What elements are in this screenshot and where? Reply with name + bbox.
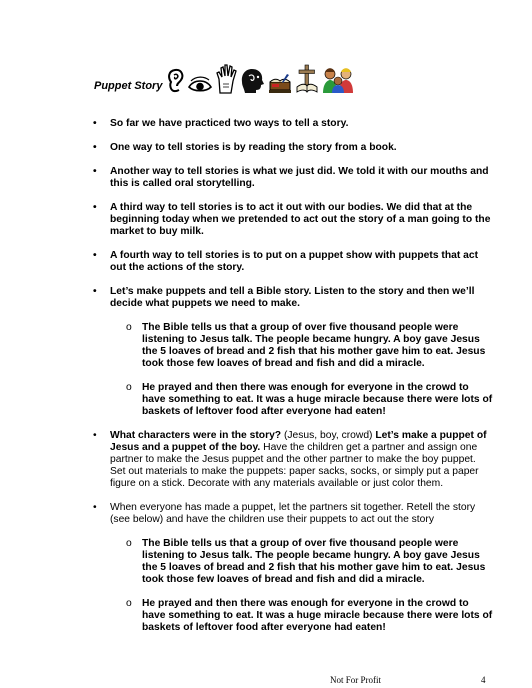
hand-icon: [215, 64, 237, 94]
instruction-text: Have the children get a partner and assign one partner to make the Jesus puppet and the other partner to make the boy puppet. Set out materials to make the puppets: paper sacks, socks, or simply put a paper figure on a stick. Decorate with any materials available or just color them.: [110, 442, 479, 489]
ear-icon: [165, 68, 185, 94]
list-item-text: Let’s make puppets and tell a Bible story. Listen to the story and then we’ll decide what puppets we need to make.: [110, 286, 475, 309]
section-title: Puppet Story: [94, 80, 163, 92]
bullet-marker: •: [93, 286, 97, 297]
list-item-text: One way to tell stories is by reading the story from a book.: [110, 142, 397, 153]
answer-text: (Jesus, boy, crowd): [281, 430, 376, 441]
story-item: [126, 598, 493, 634]
circle-marker: o: [126, 538, 132, 549]
children-icon: [321, 66, 355, 94]
list-item-text: So far we have practiced two ways to tell a story.: [110, 118, 349, 129]
eye-icon: [187, 76, 213, 94]
senses-icon-strip: [165, 64, 355, 94]
footer-note: Not For Profit: [330, 675, 382, 685]
circle-marker: o: [126, 598, 132, 609]
cross-bible-icon: [295, 64, 319, 94]
instruction-bold: Let’s make a puppet of Jesus and a puppet of the boy.: [110, 430, 487, 453]
list-item: [93, 286, 493, 310]
bullet-marker: •: [93, 166, 97, 177]
section-header: [94, 64, 355, 94]
story-text: He prayed and then there was enough for everyone in the crowd to have something to eat. It was a huge miracle because there were lots of baskets of leftover food after everyone had eaten!: [142, 382, 493, 417]
story-item: [126, 538, 493, 586]
list-item: [93, 202, 493, 238]
list-item: [93, 118, 493, 130]
bullet-marker: •: [93, 118, 97, 129]
list-item-text: [110, 430, 493, 490]
list-item: [93, 502, 493, 526]
list-item-text: A fourth way to tell stories is to put on a puppet show with puppets that act out the actions of the story.: [110, 250, 479, 273]
list-item-text: Another way to tell stories is what we just did. We told it with our mouths and this is called oral storytelling.: [110, 166, 489, 189]
bullet-marker: •: [93, 502, 97, 513]
list-item: [93, 142, 493, 154]
book-icon: [267, 72, 293, 94]
list-item: [93, 166, 493, 190]
story-item: [126, 382, 493, 418]
story-text: He prayed and then there was enough for everyone in the crowd to have something to eat. It was a huge miracle because there were lots of baskets of leftover food after everyone had eaten!: [142, 598, 493, 633]
circle-marker: o: [126, 322, 132, 333]
circle-marker: o: [126, 382, 132, 393]
bullet-marker: •: [93, 202, 97, 213]
list-item: [93, 250, 493, 274]
bullet-marker: •: [93, 430, 97, 441]
head-icon: [239, 66, 265, 94]
list-item-text: When everyone has made a puppet, let the partners sit together. Retell the story (see below) and have the children use their puppets to act out the story: [110, 502, 476, 525]
story-item: [126, 322, 493, 370]
bullet-marker: •: [93, 142, 97, 153]
story-text: The Bible tells us that a group of over five thousand people were listening to Jesus talk. The people became hungry. A boy gave Jesus the 5 loaves of bread and 2 fish that his mother gave him to eat. Jesus took those few loaves of bread and fish and did a miracle.: [142, 538, 486, 585]
bullet-marker: •: [93, 250, 97, 261]
page-number: 4: [481, 675, 486, 685]
question-text: What characters were in the story?: [110, 430, 282, 441]
story-text: The Bible tells us that a group of over five thousand people were listening to Jesus talk. The people became hungry. A boy gave Jesus the 5 loaves of bread and 2 fish that his mother gave him to eat. Jesus took those few loaves of bread and fish and did a miracle.: [142, 322, 486, 369]
bullet-list: [93, 118, 493, 646]
list-item-text: A third way to tell stories is to act it out with our bodies. We did that at the beginning today when we pretended to act out the story of a man going to the market to buy milk.: [110, 202, 491, 237]
list-item: [93, 430, 493, 490]
